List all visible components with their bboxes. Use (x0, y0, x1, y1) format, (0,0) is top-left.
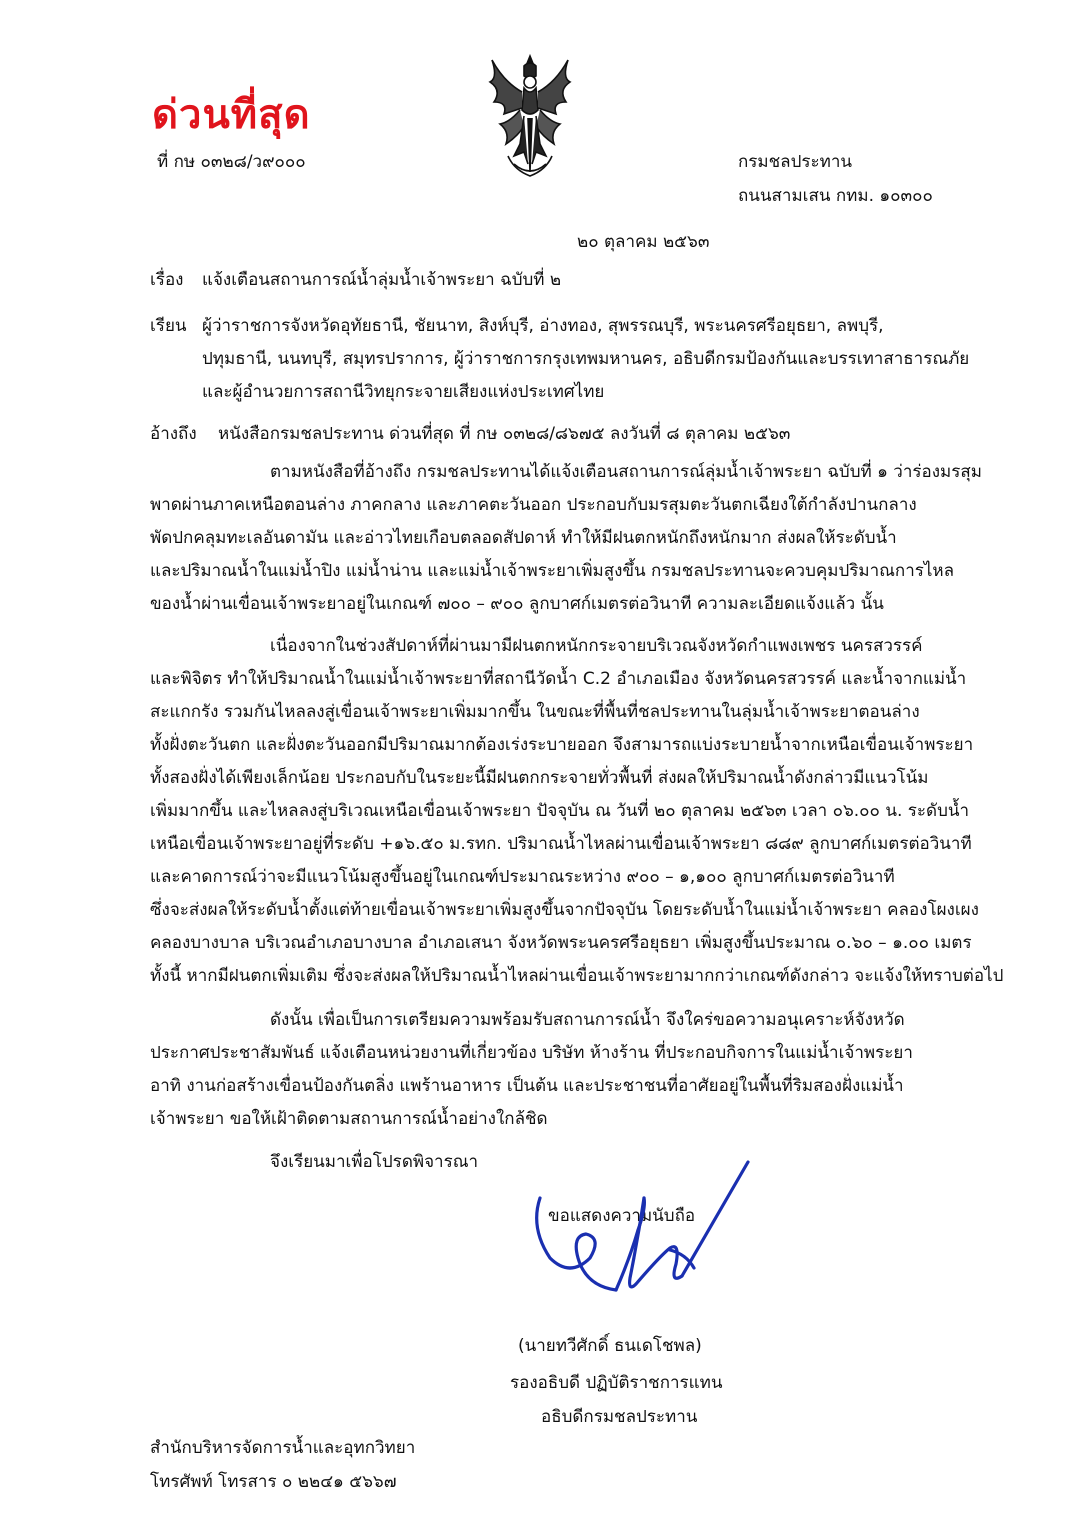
paragraph-line: ตามหนังสือที่อ้างถึง กรมชลประทานได้แจ้งเตือนสถานการณ์ลุ่มน้ำเจ้าพระยา ฉบับที่ ๑ ว่าร่องมรสุม (270, 462, 982, 482)
paragraph-line: ประกาศประชาสัมพันธ์ แจ้งเตือนหน่วยงานที่เกี่ยวข้อง บริษัท ห้างร้าน ที่ประกอบกิจการในแม่น้ำเจ้าพระยา (150, 1043, 913, 1063)
paragraph-line: ทั้งสองฝั่งได้เพียงเล็กน้อย ประกอบกับในระยะนี้มีฝนตกกระจายทั่วพื้นที่ ส่งผลให้ปริมาณน้ำดังกล่าวมีแนวโน้ม (150, 768, 929, 788)
reference-label: อ้างถึง (150, 424, 197, 444)
paragraph-line: ดังนั้น เพื่อเป็นการเตรียมความพร้อมรับสถานการณ์น้ำ จึงใคร่ขอความอนุเคราะห์จังหวัด (270, 1010, 905, 1030)
subject-label: เรื่อง (150, 270, 184, 290)
signer-title-department: อธิบดีกรมชลประทาน (541, 1407, 698, 1427)
signer-title: รองอธิบดี ปฏิบัติราชการแทน (510, 1373, 723, 1393)
closing-regards: ขอแสดงความนับถือ (548, 1206, 696, 1226)
paragraph-line: ทั้งนี้ หากมีฝนตกเพิ่มเติม ซึ่งจะส่งผลให้ปริมาณน้ำไหลผ่านเขื่อนเจ้าพระยามากกว่าเกณฑ์ดังกล่าว จะแจ้งให้ทราบต่อไป (150, 966, 1004, 986)
subject-row (150, 264, 990, 297)
recipient-line: และผู้อำนวยการสถานีวิทยุกระจายเสียงแห่งประเทศไทย (202, 382, 605, 402)
urgency-label: ด่วนที่สุด (152, 92, 311, 138)
recipient-line: ผู้ว่าราชการจังหวัดอุทัยธานี, ชัยนาท, สิงห์บุรี, อ่างทอง, สุพรรณบุรี, พระนครศรีอยุธยา, ลพบุรี, (202, 316, 884, 336)
subject-text: แจ้งเตือนสถานการณ์น้ำลุ่มน้ำเจ้าพระยา ฉบับที่ ๒ (202, 270, 562, 290)
paragraph-line: และปริมาณน้ำในแม่น้ำปิง แม่น้ำน่าน และแม่น้ำเจ้าพระยาเพิ่มสูงขึ้น กรมชลประทานจะควบคุมปริมาณการไหล (150, 561, 955, 581)
paragraph-2 (150, 630, 1004, 993)
paragraph-line: ทั้งฝั่งตะวันตก และฝั่งตะวันออกมีปริมาณมากต้องเร่งระบายออก จึงสามารถแบ่งระบายน้ำจากเหนือเขื่อนเจ้าพระยา (150, 735, 974, 755)
reference-text: หนังสือกรมชลประทาน ด่วนที่สุด ที่ กษ ๐๓๒๘/๘๖๗๕ ลงวันที่ ๘ ตุลาคม ๒๕๖๓ (218, 424, 791, 444)
paragraph-1 (150, 456, 980, 621)
footer-office: สำนักบริหารจัดการน้ำและอุทกวิทยา (150, 1438, 416, 1458)
recipient-line: ปทุมธานี, นนทบุรี, สมุทรปราการ, ผู้ว่าราชการกรุงเทพมหานคร, อธิบดีกรมป้องกันและบรรเทาสาธารณภัย (202, 349, 970, 369)
reference-number: ที่ กษ ๐๓๒๘/ว๙๐๐๐ (157, 152, 306, 172)
paragraph-line: สะแกกรัง รวมกันไหลลงสู่เขื่อนเจ้าพระยาเพิ่มมากขึ้น ในขณะที่พื้นที่ชลประทานในลุ่มน้ำเจ้าพระยาตอนล่าง (150, 702, 920, 722)
paragraph-line: และคาดการณ์ว่าจะมีแนวโน้มสูงขึ้นอยู่ในเกณฑ์ประมาณระหว่าง ๙๐๐ – ๑,๑๐๐ ลูกบาศก์เมตรต่อวินาที (150, 867, 895, 887)
paragraph-line: อาทิ งานก่อสร้างเขื่อนป้องกันตลิ่ง แพร้านอาหาร เป็นต้น และประชาชนที่อาศัยอยู่ในพื้นที่ริมสองฝั่งแม่น้ำ (150, 1076, 904, 1096)
paragraph-3 (150, 1004, 980, 1136)
handwritten-signature-icon (520, 1158, 760, 1338)
paragraph-line: ซึ่งจะส่งผลให้ระดับน้ำตั้งแต่ท้ายเขื่อนเจ้าพระยาเพิ่มสูงขึ้นจากปัจจุบัน โดยระดับน้ำในแม่น้ำเจ้าพระยา คลองโผงเผง (150, 900, 979, 920)
reference-row (150, 418, 990, 451)
closing-request: จึงเรียนมาเพื่อโปรดพิจารณา (270, 1152, 479, 1172)
footer-phone: โทรศัพท์ โทรสาร ๐ ๒๒๔๑ ๕๖๖๗ (150, 1472, 397, 1492)
signer-name: (นายทวีศักดิ์ ธนเดโชพล) (518, 1336, 702, 1356)
paragraph-line: ของน้ำผ่านเขื่อนเจ้าพระยาอยู่ในเกณฑ์ ๗๐๐ – ๙๐๐ ลูกบาศก์เมตรต่อวินาที ความละเอียดแจ้งแล้ว นั้น (150, 594, 884, 614)
recipient-row (150, 310, 990, 402)
paragraph-line: และพิจิตร ทำให้ปริมาณน้ำในแม่น้ำเจ้าพระยาที่สถานีวัดน้ำ C.2 อำเภอเมือง จังหวัดนครสวรรค์ และน้ำจากแม่น้ำ (150, 669, 967, 689)
paragraph-line: เพิ่มมากขึ้น และไหลลงสู่บริเวณเหนือเขื่อนเจ้าพระยา ปัจจุบัน ณ วันที่ ๒๐ ตุลาคม ๒๕๖๓ เวลา ๐๖.๐๐ น. ระดับน้ำ (150, 801, 970, 821)
department-address: ถนนสามเสน กทม. ๑๐๓๐๐ (738, 186, 933, 206)
paragraph-line: เหนือเขื่อนเจ้าพระยาอยู่ที่ระดับ +๑๖.๕๐ ม.รทก. ปริมาณน้ำไหลผ่านเขื่อนเจ้าพระยา ๘๘๙ ลูกบาศก์เมตรต่อวินาที (150, 834, 972, 854)
paragraph-line: เนื่องจากในช่วงสัปดาห์ที่ผ่านมามีฝนตกหนักกระจายบริเวณจังหวัดกำแพงเพชร นครสวรรค์ (270, 636, 923, 656)
paragraph-line: พัดปกคลุมทะเลอันดามัน และอ่าวไทยเกือบตลอดสัปดาห์ ทำให้มีฝนตกหนักถึงหนักมาก ส่งผลให้ระดับน้ำ (150, 528, 897, 548)
letter-date: ๒๐ ตุลาคม ๒๕๖๓ (577, 232, 710, 252)
paragraph-line: คลองบางบาล บริเวณอำเภอบางบาล อำเภอเสนา จังหวัดพระนครศรีอยุธยา เพิ่มสูงขึ้นประมาณ ๐.๖๐ – ๑.๐๐ เมตร (150, 933, 972, 953)
paragraph-line: พาดผ่านภาคเหนือตอนล่าง ภาคกลาง และภาคตะวันออก ประกอบกับมรสุมตะวันตกเฉียงใต้กำลังปานกลาง (150, 495, 917, 515)
department-name: กรมชลประทาน (738, 152, 853, 172)
paragraph-line: เจ้าพระยา ขอให้เฝ้าติดตามสถานการณ์น้ำอย่างใกล้ชิด (150, 1109, 548, 1129)
garuda-emblem-icon (484, 52, 576, 180)
recipient-label: เรียน (150, 316, 187, 336)
